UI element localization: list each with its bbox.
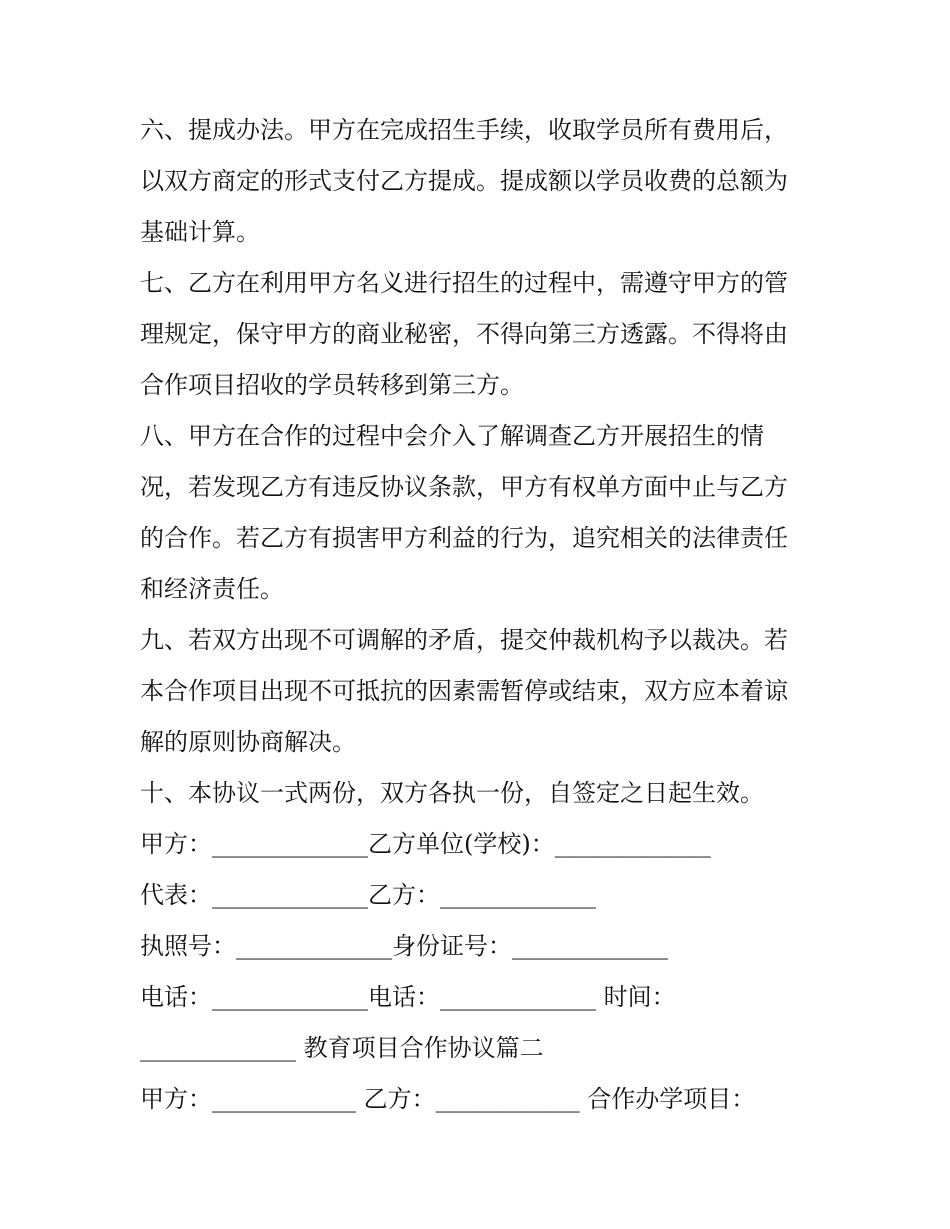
clause-7-line-1: 七、乙方在利用甲方名义进行招生的过程中，需遵守甲方的管 [140,269,788,297]
clause-8-line-2: 况，若发现乙方有违反协议条款，甲方有权单方面中止与乙方 [140,473,788,501]
clause-10-line: 十、本协议一式两份，双方各执一份，自签定之日起生效。 [140,779,764,807]
agreement-two-parties-line: 甲方：____________ 乙方：____________ 合作办学项目： [140,1085,756,1113]
signature-representative-line: 代表：_____________乙方：_____________ [140,881,596,909]
clause-7-line-3: 合作项目招收的学员转移到第三方。 [140,371,524,399]
clause-8-line-1: 八、甲方在合作的过程中会介入了解调查乙方开展招生的情 [140,422,764,450]
clause-7-line-2: 理规定，保守甲方的商业秘密，不得向第三方透露。不得将由 [140,320,788,348]
signature-phone-line: 电话：_____________电话：_____________ 时间： [140,983,676,1011]
section-heading-line: _____________ 教育项目合作协议篇二 [140,1034,544,1062]
clause-8-line-3: 的合作。若乙方有损害甲方利益的行为，追究相关的法律责任 [140,524,788,552]
signature-party-a-line: 甲方：_____________乙方单位(学校)：_____________ [140,830,711,858]
clause-6-line-3: 基础计算。 [140,218,260,246]
clause-9-line-2: 本合作项目出现不可抵抗的因素需暂停或结束，双方应本着谅 [140,677,788,705]
clause-9-line-3: 解的原则协商解决。 [140,728,356,756]
clause-6-line-2: 以双方商定的形式支付乙方提成。提成额以学员收费的总额为 [140,167,788,195]
signature-license-line: 执照号：_____________身份证号：_____________ [140,932,668,960]
clause-9-line-1: 九、若双方出现不可调解的矛盾，提交仲裁机构予以裁决。若 [140,626,788,654]
clause-8-line-4: 和经济责任。 [140,575,284,603]
clause-6-line-1: 六、提成办法。甲方在完成招生手续，收取学员所有费用后， [140,116,788,144]
